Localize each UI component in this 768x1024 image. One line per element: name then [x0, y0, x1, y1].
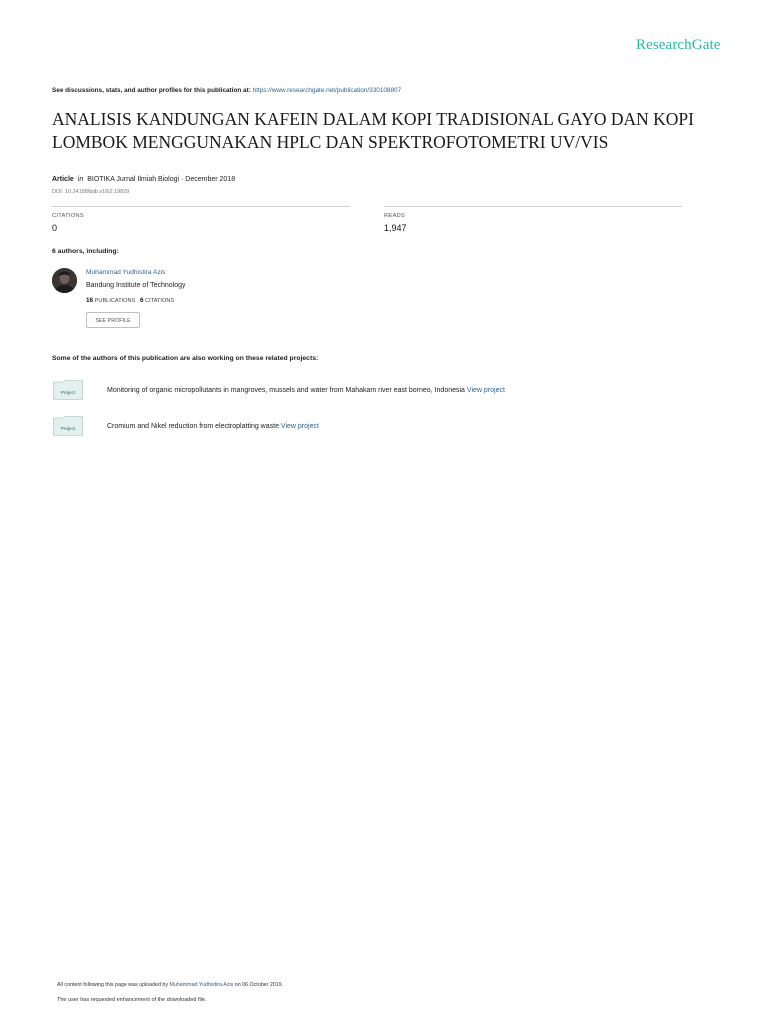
upload-note-suffix: on 06 October 2019. — [234, 982, 284, 988]
upload-note — [57, 982, 283, 988]
author-avatar[interactable] — [52, 268, 77, 293]
author-affiliation: Bandung Institute of Technology — [86, 282, 186, 289]
in-word: in — [77, 176, 84, 183]
author-citations-count: 6 — [139, 297, 144, 304]
related-projects-heading: Some of the authors of this publication are also working on these related projects: — [52, 355, 319, 362]
reads-value: 1,947 — [384, 223, 407, 233]
discussion-line — [52, 87, 401, 94]
upload-note-prefix: All content following this page was uploaded by — [57, 982, 169, 988]
doi: DOI: 10.24198/bjib.v16i2.19829 — [52, 189, 130, 195]
project-title: Monitoring of organic micropollutants in mangroves, mussels and water from Mahakam river east borneo, Indonesia — [107, 387, 465, 394]
avatar-photo-icon — [52, 268, 77, 293]
project-folder-icon[interactable] — [53, 380, 83, 400]
author-name-link[interactable]: Muhammad Yudhistira Azis — [86, 269, 166, 276]
citations-label: CITATIONS — [52, 213, 84, 219]
author-citations-label: CITATIONS — [145, 298, 175, 304]
citations-value: 0 — [52, 223, 58, 233]
discussion-label: See discussions, stats, and author profiles for this publication at: — [52, 87, 251, 94]
view-project-link[interactable]: View project — [280, 423, 319, 430]
project-icon-label: Project — [60, 426, 76, 431]
uploader-link[interactable]: Muhammad Yudhistira Azis — [169, 982, 234, 988]
see-profile-button[interactable]: SEE PROFILE — [86, 312, 140, 328]
publication-url-link[interactable]: https://www.researchgate.net/publication/330108807 — [252, 87, 402, 94]
publication-title: ANALISIS KANDUNGAN KAFEIN DALAM KOPI TRADISIONAL GAYO DAN KOPI LOMBOK MENGGUNAKAN HPLC DAN SPEKTROFOTOMETRI UV/VIS — [52, 109, 694, 152]
publication-type: Article — [52, 176, 74, 183]
reads-label: READS — [384, 213, 405, 219]
publications-count: 16 — [86, 297, 94, 304]
view-project-link[interactable]: View project — [466, 387, 505, 394]
publications-label: PUBLICATIONS — [94, 298, 136, 304]
journal-date: BIOTIKA Jurnal Ilmiah Biologi · December 2018 — [87, 176, 236, 183]
folder-icon — [53, 416, 83, 436]
project-item — [107, 387, 505, 394]
author-stats — [86, 297, 174, 304]
folder-icon — [53, 380, 83, 400]
authors-heading: 6 authors, including: — [52, 248, 119, 255]
divider-citations — [52, 206, 350, 207]
project-folder-icon[interactable] — [53, 416, 83, 436]
project-icon-label: Project — [60, 390, 76, 395]
enhancement-note: The user has requested enhancement of the downloaded file. — [57, 997, 207, 1003]
project-title: Cromium and Nikel reduction from electroplatting waste — [107, 423, 279, 430]
publication-meta — [52, 176, 235, 183]
researchgate-logo[interactable]: ResearchGate — [636, 37, 721, 53]
project-item — [107, 423, 319, 430]
divider-reads — [384, 206, 682, 207]
